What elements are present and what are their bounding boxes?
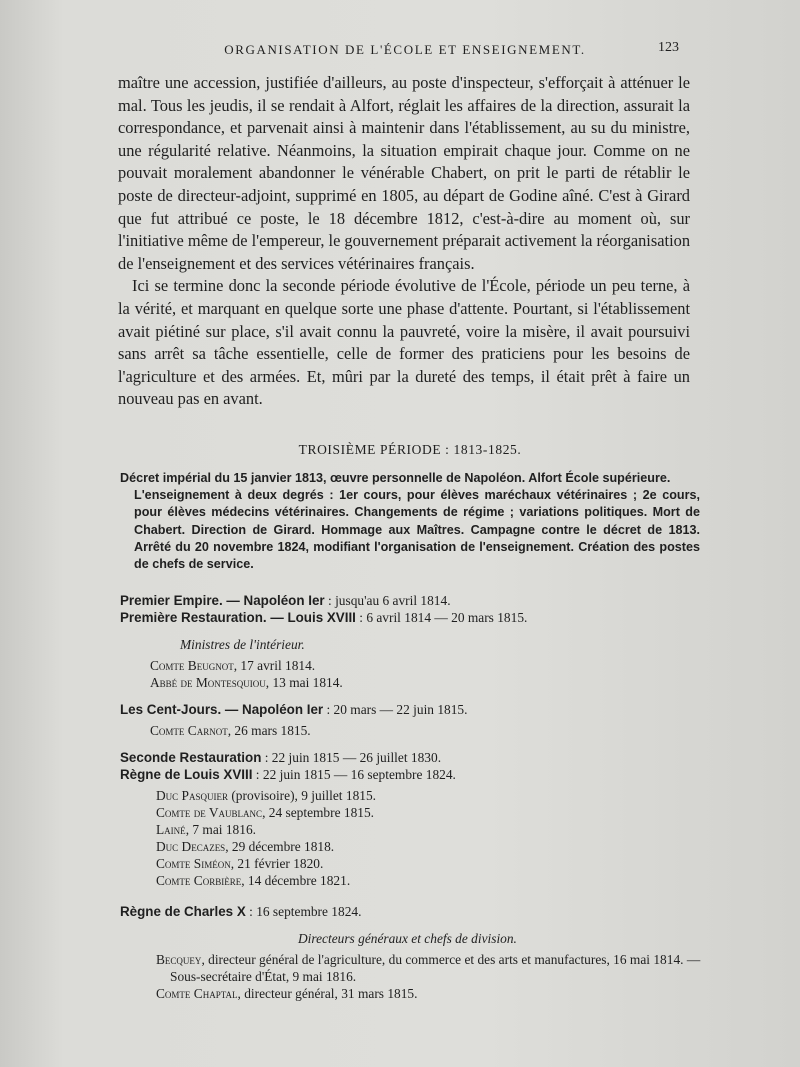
premiere-restauration-date: : 6 avril 1814 — 20 mars 1815. <box>355 610 528 625</box>
becquey-name: Becquey <box>156 952 202 967</box>
paragraph-2: Ici se termine donc la seconde période évolutive de l'École, période un peu terne, à la vérité, et marquant en quelque sorte une phase d'attente. Pourtant, si l'établissement avait piétiné sur place, s'il avait connu la pauvreté, voire la misère, il avait poursuivi sans arrêt sa tâche essentielle, celle de former des praticiens pour les besoins de l'agriculture et des armées. Et, mûri par la dureté des temps, il était prêt à faire un nouveau pas en avant. <box>118 276 690 409</box>
louis-xviii-row <box>120 766 720 783</box>
beugnot-name: Comte Beugnot <box>150 658 234 673</box>
charles-x-row <box>120 903 720 920</box>
premier-empire-date: : jusqu'au 6 avril 1814. <box>324 593 451 608</box>
decazes-row <box>120 838 720 855</box>
ministres-heading: Ministres de l'intérieur. <box>180 637 305 652</box>
vaublanc-row <box>120 804 720 821</box>
simeon-row <box>120 855 720 872</box>
premiere-restauration-label: Première Restauration. — Louis XVIII <box>120 610 356 625</box>
cent-jours-date: : 20 mars — 22 juin 1815. <box>323 702 468 717</box>
laine-name: Lainé <box>156 822 186 837</box>
section-title: TROISIÈME PÉRIODE : 1813-1825. <box>298 442 522 457</box>
body-text <box>118 72 690 411</box>
seconde-restauration-row <box>120 749 720 766</box>
pasquier-name: Duc Pasquier <box>156 788 228 803</box>
louis-xviii-date: : 22 juin 1815 — 16 septembre 1824. <box>252 767 456 782</box>
chronology <box>120 592 720 1002</box>
chaptal-name: Comte Chaptal <box>156 986 238 1001</box>
decazes-name: Duc Decazes <box>156 839 226 854</box>
vaublanc-date: , 24 septembre 1815. <box>262 805 374 820</box>
paragraph-1: maître une accession, justifiée d'ailleurs, au poste d'inspecteur, s'efforçait à atténuer le mal. Tous les jeudis, il se rendait à Alfort, réglait les affaires de la direction, assurait la correspondance, et parvenait ainsi à maintenir dans l'établissement, au su du ministre, une régularité relative. Néanmoins, la situation empirait chaque jour. Comme on ne pouvait moralement abandonner le vénérable Chabert, on prit le parti de rétablir le poste de directeur-adjoint, supprimé en 1805, au départ de Godine aîné. C'est à Girard que fut attribué ce poste, le 18 décembre 1812, c'est-à-dire au moment où, sur l'initiative même de l'empereur, le gouvernement préparait activement la réorganisation de l'enseignement et des services vétérinaires français. <box>118 73 691 273</box>
laine-row <box>120 821 720 838</box>
decazes-date: , 29 décembre 1818. <box>225 839 335 854</box>
running-title: ORGANISATION DE L'ÉCOLE ET ENSEIGNEMENT. <box>224 42 586 57</box>
carnot-name: Comte Carnot <box>150 723 228 738</box>
seconde-restauration-label: Seconde Restauration <box>120 750 262 765</box>
montesquiou-row <box>120 674 720 691</box>
cent-jours-label: Les Cent-Jours. — Napoléon Ier <box>120 702 324 717</box>
directeurs-heading: Directeurs généraux et chefs de division. <box>298 931 517 946</box>
louis-xviii-label: Règne de Louis XVIII <box>120 767 253 782</box>
simeon-name: Comte Siméon <box>156 856 231 871</box>
premiere-restauration-row <box>120 609 720 626</box>
summary-line-1: Décret impérial du 15 janvier 1813, œuvre personnelle de Napoléon. Alfort École supérieure. <box>120 471 671 485</box>
carnot-row <box>120 722 720 739</box>
charles-x-date: : 16 septembre 1824. <box>245 904 362 919</box>
premier-empire-row <box>120 592 720 609</box>
montesquiou-date: , 13 mai 1814. <box>265 675 343 690</box>
corbiere-name: Comte Corbière <box>156 873 242 888</box>
pasquier-date: (provisoire), 9 juillet 1815. <box>227 788 377 803</box>
chaptal-text: , directeur général, 31 mars 1815. <box>237 986 418 1001</box>
simeon-date: , 21 février 1820. <box>230 856 324 871</box>
pasquier-row <box>120 787 720 804</box>
page-number: 123 <box>658 40 679 55</box>
laine-date: , 7 mai 1816. <box>185 822 256 837</box>
seconde-restauration-date: : 22 juin 1815 — 26 juillet 1830. <box>261 750 442 765</box>
corbiere-row <box>120 872 720 889</box>
carnot-date: , 26 mars 1815. <box>227 723 311 738</box>
beugnot-row <box>120 657 720 674</box>
charles-x-label: Règne de Charles X <box>120 904 246 919</box>
summary-rest: L'enseignement à deux degrés : 1er cours, pour élèves maréchaux vétérinaires ; 2e cours, pour élèves médecins vétérinaires. Changements de régime ; variations politiques. Mort de Chabert. Direction de Girard. Hommage aux Maîtres. Campagne contre le décret de 1813. Arrêté du 20 novembre 1824, modifiant l'organisation de l'enseignement. Création des postes de chefs de service. <box>134 488 700 572</box>
section-summary <box>120 470 700 573</box>
becquey-entry <box>120 951 730 985</box>
chaptal-row <box>120 985 720 1002</box>
montesquiou-name: Abbé de Montesquiou <box>150 675 266 690</box>
beugnot-date: , 17 avril 1814. <box>233 658 316 673</box>
premier-empire-label: Premier Empire. — Napoléon Ier <box>120 593 325 608</box>
cent-jours-row <box>120 701 720 718</box>
vaublanc-name: Comte de Vaublanc <box>156 805 263 820</box>
corbiere-date: , 14 décembre 1821. <box>241 873 351 888</box>
becquey-text: , directeur général de l'agriculture, du commerce et des arts et manufactures, 16 mai 1814. — Sous-secrétaire d'État, 9 mai 1816. <box>170 952 701 984</box>
